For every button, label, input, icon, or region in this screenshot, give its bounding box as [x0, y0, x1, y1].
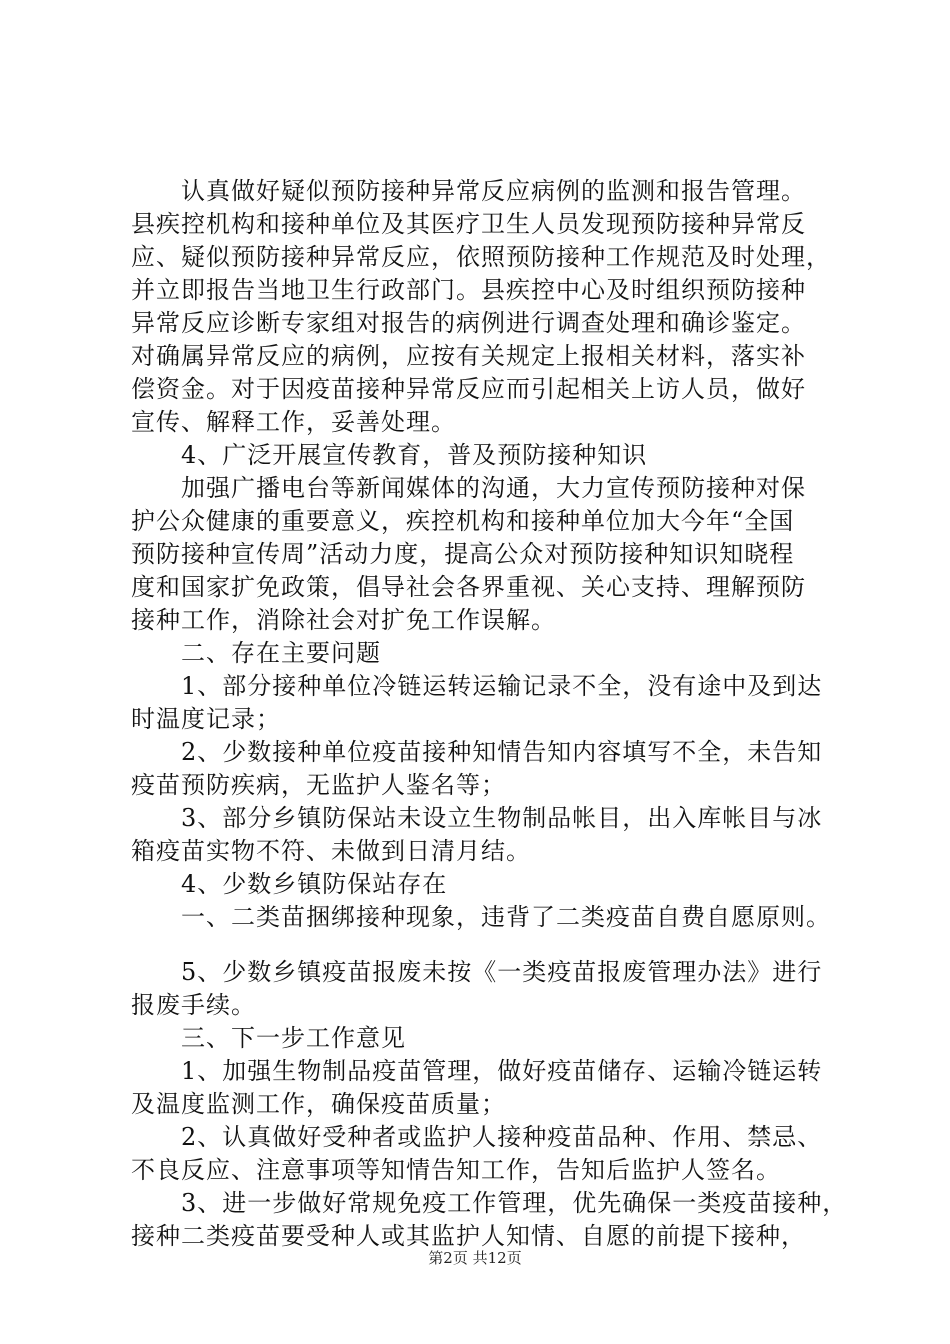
paragraph-line: 不良反应、注意事项等知情告知工作，告知后监护人签名。: [131, 1156, 781, 1184]
paragraph-line: 1、部分接种单位冷链运转运输记录不全，没有途中及到达: [131, 672, 823, 700]
paragraph-line: 宣传、解释工作，妥善处理。: [131, 408, 456, 436]
paragraph-line: 疫苗预防疾病，无监护人鉴名等；: [131, 771, 506, 799]
paragraph-line: 度和国家扩免政策，倡导社会各界重视、关心支持、理解预防: [131, 573, 806, 601]
page-number-footer: 第2页 共12页: [428, 1249, 522, 1267]
paragraph-line: 时温度记录；: [131, 705, 281, 733]
paragraph-line: 2、少数接种单位疫苗接种知情告知内容填写不全，未告知: [131, 738, 823, 766]
section-heading: 4、广泛开展宣传教育，普及预防接种知识: [131, 441, 648, 469]
paragraph-line: 偿资金。对于因疫苗接种异常反应而引起相关上访人员，做好: [131, 375, 806, 403]
paragraph-line: 2、认真做好受种者或监护人接种疫苗品种、作用、禁忌、: [131, 1123, 823, 1151]
paragraph-line: 并立即报告当地卫生行政部门。县疾控中心及时组织预防接种: [131, 276, 806, 304]
paragraph-line: 1、加强生物制品疫苗管理，做好疫苗储存、运输冷链运转: [131, 1057, 823, 1085]
paragraph-line: 护公众健康的重要意义，疾控机构和接种单位加大今年“全国: [131, 507, 795, 535]
paragraph-line: 加强广播电台等新闻媒体的沟通，大力宣传预防接种对保: [131, 474, 806, 502]
paragraph-line: 应、疑似预防接种异常反应，依照预防接种工作规范及时处理，: [131, 243, 831, 271]
paragraph-line: 预防接种宣传周”活动力度，提高公众对预防接种知识知晓程: [131, 540, 795, 568]
section-heading: 二、存在主要问题: [131, 639, 381, 667]
paragraph-line: 及温度监测工作，确保疫苗质量；: [131, 1090, 506, 1118]
section-heading: 三、下一步工作意见: [131, 1024, 406, 1052]
paragraph-line: 报废手续。: [131, 991, 256, 1019]
paragraph-line: 箱疫苗实物不符、未做到日清月结。: [131, 837, 531, 865]
paragraph-line: 5、少数乡镇疫苗报废未按《一类疫苗报废管理办法》进行: [131, 958, 823, 986]
paragraph-line: 3、部分乡镇防保站未设立生物制品帐目，出入库帐目与冰: [131, 804, 823, 832]
paragraph-line: 认真做好疑似预防接种异常反应病例的监测和报告管理。: [131, 177, 806, 205]
paragraph-line: 接种二类疫苗要受种人或其监护人知情、自愿的前提下接种，: [131, 1222, 806, 1250]
paragraph-line: 一、二类苗捆绑接种现象，违背了二类疫苗自费自愿原则。: [131, 903, 831, 931]
paragraph-line: 县疾控机构和接种单位及其医疗卫生人员发现预防接种异常反: [131, 210, 806, 238]
paragraph-line: 接种工作，消除社会对扩免工作误解。: [131, 606, 556, 634]
paragraph-line: 4、少数乡镇防保站存在: [131, 870, 448, 898]
paragraph-line: 对确属异常反应的病例，应按有关规定上报相关材料，落实补: [131, 342, 806, 370]
paragraph-line: 异常反应诊断专家组对报告的病例进行调查处理和确诊鉴定。: [131, 309, 806, 337]
paragraph-line: 3、进一步做好常规免疫工作管理，优先确保一类疫苗接种，: [131, 1189, 848, 1217]
